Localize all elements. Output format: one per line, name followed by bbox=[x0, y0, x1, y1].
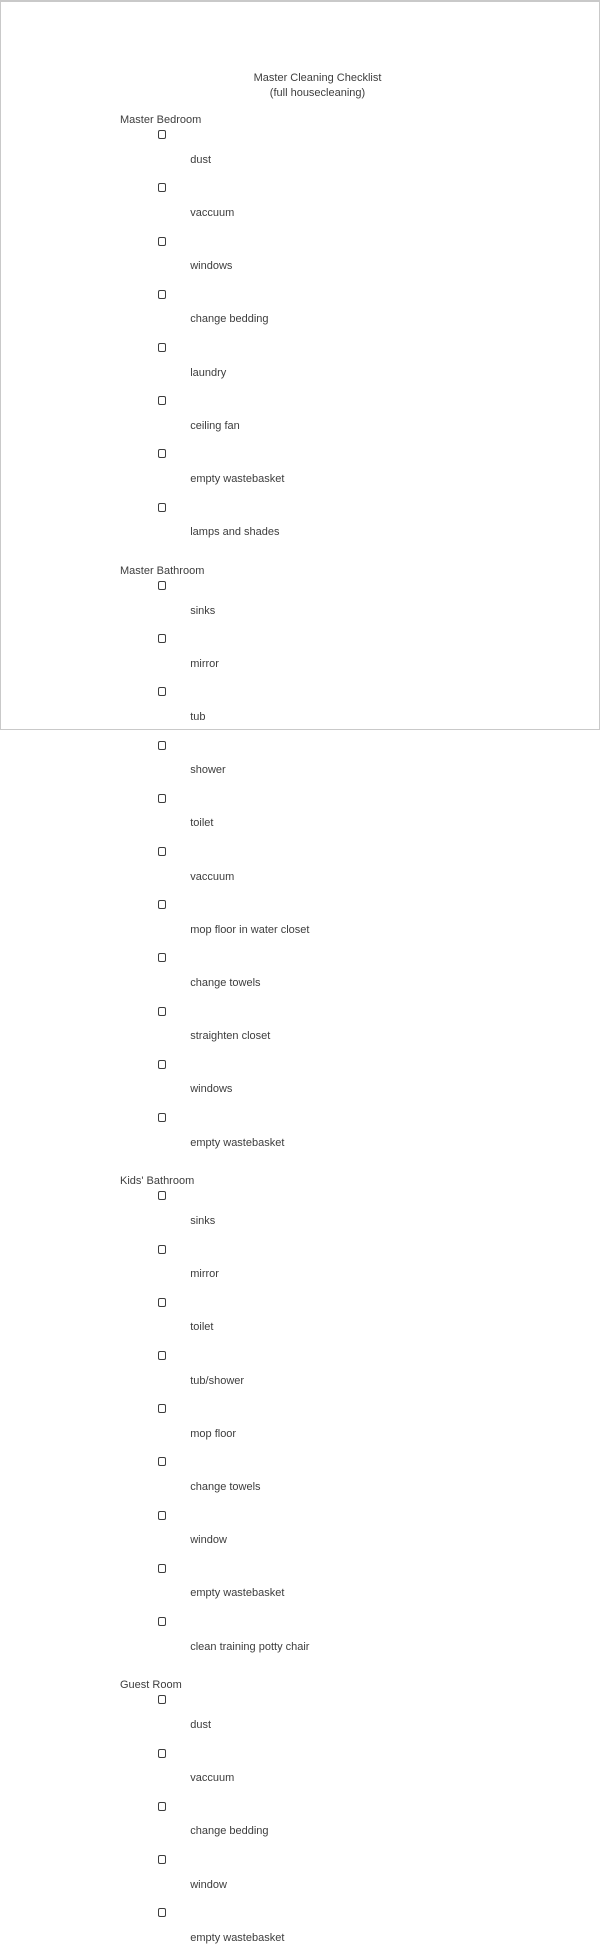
checklist-item bbox=[120, 1242, 599, 1295]
empty-checkbox-icon bbox=[158, 237, 166, 246]
empty-checkbox-icon bbox=[158, 503, 166, 512]
checklist-item-label: dust bbox=[190, 153, 212, 166]
empty-checkbox-icon bbox=[158, 290, 166, 299]
empty-checkbox-icon bbox=[158, 581, 166, 590]
checklist-item bbox=[120, 1348, 599, 1401]
empty-checkbox-icon bbox=[158, 183, 166, 192]
empty-checkbox-icon bbox=[158, 1564, 166, 1573]
checklist-item-label: shower bbox=[190, 764, 226, 777]
checklist-item-label: dust bbox=[190, 1719, 212, 1732]
empty-checkbox-icon bbox=[158, 1749, 166, 1758]
checklist-item-label: change bedding bbox=[190, 313, 269, 326]
checklist-item-label: empty wastebasket bbox=[190, 1931, 285, 1944]
checklist-item-label: mirror bbox=[190, 1268, 219, 1281]
checklist-section bbox=[120, 114, 599, 553]
checklist-item bbox=[120, 897, 599, 950]
checklist-item bbox=[120, 684, 599, 737]
checklist-item bbox=[120, 1852, 599, 1905]
empty-checkbox-icon bbox=[158, 1617, 166, 1626]
empty-checkbox-icon bbox=[158, 1802, 166, 1811]
checklist-item-label: windows bbox=[190, 260, 233, 273]
checklist-item-label: empty wastebasket bbox=[190, 1587, 285, 1600]
checklist-section bbox=[120, 1679, 599, 1958]
empty-checkbox-icon bbox=[158, 449, 166, 458]
section-item-list bbox=[120, 578, 599, 1163]
checklist-item-label: vaccuum bbox=[190, 870, 235, 883]
empty-checkbox-icon bbox=[158, 1298, 166, 1307]
empty-checkbox-icon bbox=[158, 1695, 166, 1704]
checklist-item-label: clean training potty chair bbox=[190, 1640, 310, 1653]
checklist-item bbox=[120, 1614, 599, 1667]
checklist-item-label: toilet bbox=[190, 1321, 214, 1334]
checklist-item bbox=[120, 393, 599, 446]
checklist-item bbox=[120, 446, 599, 499]
empty-checkbox-icon bbox=[158, 1007, 166, 1016]
checklist-item bbox=[120, 1561, 599, 1614]
checklist-item-label: vaccuum bbox=[190, 1772, 235, 1785]
checklist-item-label: change bedding bbox=[190, 1825, 269, 1838]
checklist-item bbox=[120, 500, 599, 553]
checklist-item bbox=[120, 1799, 599, 1852]
checklist-item bbox=[120, 791, 599, 844]
checklist-item bbox=[120, 1401, 599, 1454]
checklist-item bbox=[120, 1057, 599, 1110]
checklist-item bbox=[120, 1295, 599, 1348]
checklist-item-label: toilet bbox=[190, 817, 214, 830]
checklist-item-label: window bbox=[190, 1534, 227, 1547]
checklist-item bbox=[120, 287, 599, 340]
checklist-item-label: mop floor bbox=[190, 1427, 237, 1440]
section-heading: Master Bathroom bbox=[120, 564, 205, 577]
checklist-item-label: empty wastebasket bbox=[190, 1136, 285, 1149]
empty-checkbox-icon bbox=[158, 1908, 166, 1917]
page-title: Master Cleaning Checklist bbox=[253, 72, 382, 84]
empty-checkbox-icon bbox=[158, 130, 166, 139]
empty-checkbox-icon bbox=[158, 1855, 166, 1864]
checklist-item bbox=[120, 1454, 599, 1507]
checklist-item bbox=[120, 234, 599, 287]
checklist-item bbox=[120, 1746, 599, 1799]
checklist-section bbox=[120, 565, 599, 1163]
section-heading: Master Bedroom bbox=[120, 114, 202, 126]
title-block bbox=[1, 71, 599, 100]
checklist-item bbox=[120, 180, 599, 233]
empty-checkbox-icon bbox=[158, 687, 166, 696]
checklist-item-label: empty wastebasket bbox=[190, 473, 285, 486]
checklist-item-label: window bbox=[190, 1878, 227, 1891]
checklist-item-label: laundry bbox=[190, 366, 227, 379]
empty-checkbox-icon bbox=[158, 1113, 166, 1122]
checklist-item bbox=[120, 340, 599, 393]
empty-checkbox-icon bbox=[158, 953, 166, 962]
empty-checkbox-icon bbox=[158, 1511, 166, 1520]
empty-checkbox-icon bbox=[158, 343, 166, 352]
checklist-item-label: vaccuum bbox=[190, 207, 235, 220]
checklist-item bbox=[120, 1004, 599, 1057]
section-heading: Kids' Bathroom bbox=[120, 1175, 195, 1188]
checklist-item bbox=[120, 1905, 599, 1958]
checklist-item-label: change towels bbox=[190, 1480, 261, 1493]
checklist-item-label: change towels bbox=[190, 977, 261, 989]
checklist-item-label: straighten closet bbox=[190, 1030, 271, 1043]
page-subtitle: (full housecleaning) bbox=[269, 86, 366, 99]
checklist-item bbox=[120, 1692, 599, 1745]
checklist-item bbox=[120, 578, 599, 631]
checklist-item-label: ceiling fan bbox=[190, 419, 240, 432]
section-item-list bbox=[120, 1692, 599, 1958]
checklist-item-label: lamps and shades bbox=[190, 526, 280, 539]
section-item-list bbox=[120, 127, 599, 553]
checklist-item bbox=[120, 1188, 599, 1241]
empty-checkbox-icon bbox=[158, 1457, 166, 1466]
empty-checkbox-icon bbox=[158, 1060, 166, 1069]
checklist-item bbox=[120, 950, 599, 1003]
checklist-item bbox=[120, 1110, 599, 1163]
checklist-item-label: windows bbox=[190, 1083, 233, 1096]
checklist-item bbox=[120, 631, 599, 684]
checklist-item bbox=[120, 1508, 599, 1561]
checklist-sections bbox=[1, 114, 599, 1958]
checklist-item bbox=[120, 738, 599, 791]
empty-checkbox-icon bbox=[158, 1351, 166, 1360]
section-heading: Guest Room bbox=[120, 1679, 182, 1692]
empty-checkbox-icon bbox=[158, 1404, 166, 1413]
empty-checkbox-icon bbox=[158, 1191, 166, 1200]
empty-checkbox-icon bbox=[158, 900, 166, 909]
checklist-item-label: mop floor in water closet bbox=[190, 923, 310, 936]
checklist-item bbox=[120, 844, 599, 897]
empty-checkbox-icon bbox=[158, 634, 166, 643]
section-item-list bbox=[120, 1188, 599, 1667]
checklist-item-label: sinks bbox=[190, 604, 216, 617]
checklist-item-label: tub/shower bbox=[190, 1374, 245, 1387]
empty-checkbox-icon bbox=[158, 1245, 166, 1254]
empty-checkbox-icon bbox=[158, 741, 166, 750]
checklist-item-label: sinks bbox=[190, 1215, 216, 1228]
checklist-item-label: tub bbox=[190, 711, 206, 724]
checklist-item bbox=[120, 127, 599, 180]
checklist-item-label: mirror bbox=[190, 657, 219, 670]
empty-checkbox-icon bbox=[158, 847, 166, 856]
empty-checkbox-icon bbox=[158, 794, 166, 803]
empty-checkbox-icon bbox=[158, 396, 166, 405]
checklist-section bbox=[120, 1175, 599, 1667]
